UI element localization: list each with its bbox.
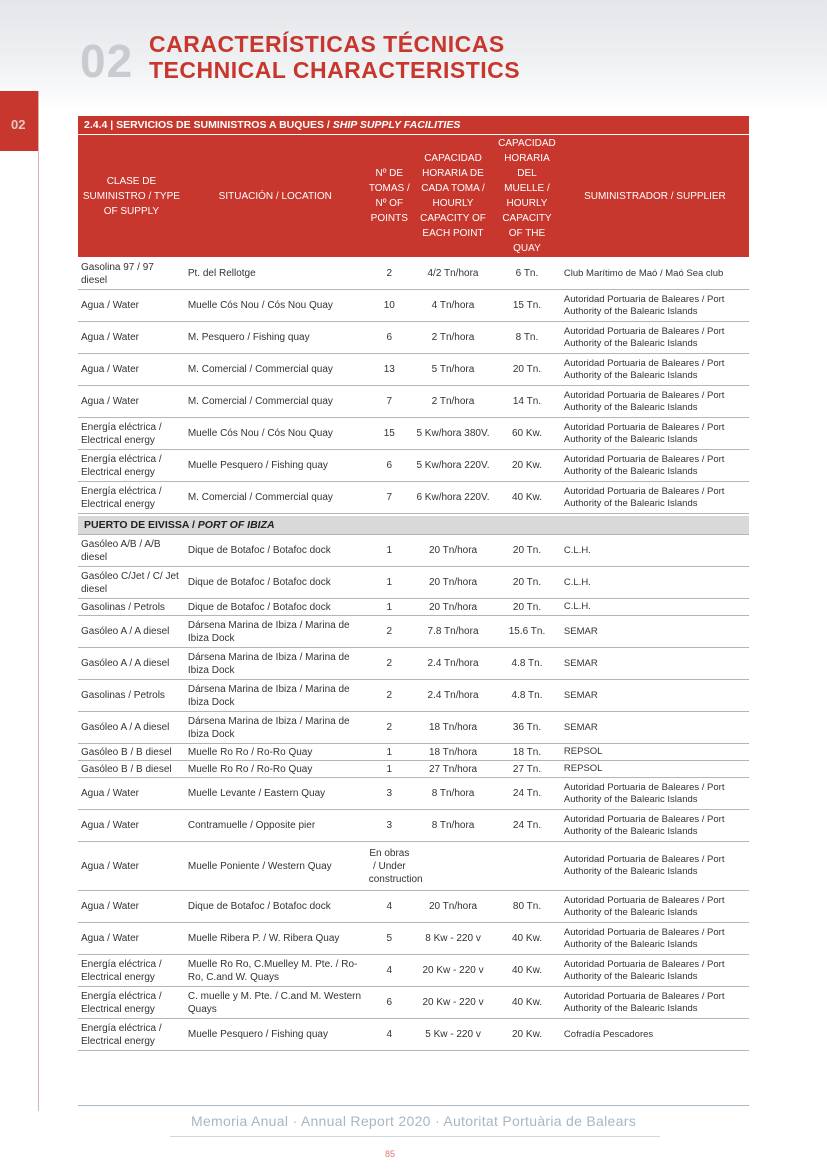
table-body-ibiza	[78, 535, 749, 1051]
cell-supplier: SEMAR	[561, 648, 749, 680]
cell-points: 7	[366, 386, 413, 418]
cell-supply-type: Gasóleo A / A diesel	[78, 616, 185, 648]
cell-location: Dársena Marina de Ibiza / Marina de Ibiza Dock	[185, 616, 366, 648]
cell-points: 1	[366, 599, 413, 616]
port-ibiza-title-en: PORT OF IBIZA	[197, 518, 275, 531]
cell-points: 2	[366, 712, 413, 744]
cell-each-capacity: 4/2 Tn/hora	[413, 258, 493, 290]
column-header-quay-capacity: CAPACIDAD HORARIA DEL MUELLE / HOURLY CAPACITY OF THE QUAY	[493, 135, 561, 258]
page-title-en: TECHNICAL CHARACTERISTICS	[149, 57, 521, 83]
cell-location: Dique de Botafoc / Botafoc dock	[185, 891, 366, 923]
cell-supplier: Autoridad Portuaria de Baleares / Port Authority of the Balearic Islands	[561, 290, 749, 322]
cell-supplier: Autoridad Portuaria de Baleares / Port Authority of the Balearic Islands	[561, 418, 749, 450]
table-row	[78, 810, 749, 842]
cell-quay-capacity: 4.8 Tn.	[493, 680, 561, 712]
table-row	[78, 955, 749, 987]
cell-supply-type: Energía eléctrica / Electrical energy	[78, 1019, 185, 1051]
cell-supply-type: Agua / Water	[78, 290, 185, 322]
cell-supplier: Autoridad Portuaria de Baleares / Port Authority of the Balearic Islands	[561, 482, 749, 514]
cell-supplier: C.L.H.	[561, 567, 749, 599]
cell-supply-type: Agua / Water	[78, 354, 185, 386]
chapter-side-tab-label: 02	[11, 117, 26, 132]
cell-each-capacity: 2 Tn/hora	[413, 322, 493, 354]
cell-supplier: Autoridad Portuaria de Baleares / Port Authority of the Balearic Islands	[561, 891, 749, 923]
cell-points: 1	[366, 744, 413, 761]
cell-quay-capacity: 20 Kw.	[493, 450, 561, 482]
port-ibiza-title-es: PUERTO DE EIVISSA /	[84, 518, 198, 531]
cell-supply-type: Gasolinas / Petrols	[78, 599, 185, 616]
cell-each-capacity: 7.8 Tn/hora	[413, 616, 493, 648]
page-title-es: CARACTERÍSTICAS TÉCNICAS	[149, 31, 505, 57]
table-row	[78, 599, 749, 616]
cell-supply-type: Energía eléctrica / Electrical energy	[78, 987, 185, 1019]
cell-supply-type: Gasóleo A / A diesel	[78, 648, 185, 680]
cell-supply-type: Energía eléctrica / Electrical energy	[78, 482, 185, 514]
cell-each-capacity: 2.4 Tn/hora	[413, 680, 493, 712]
cell-each-capacity: 4 Tn/hora	[413, 290, 493, 322]
cell-points: 10	[366, 290, 413, 322]
table-row	[78, 680, 749, 712]
cell-each-capacity: 20 Tn/hora	[413, 535, 493, 567]
table-row	[78, 761, 749, 778]
cell-points: 5	[366, 923, 413, 955]
cell-supply-type: Agua / Water	[78, 842, 185, 891]
table-row	[78, 450, 749, 482]
cell-supplier: Autoridad Portuaria de Baleares / Port Authority of the Balearic Islands	[561, 778, 749, 810]
cell-supplier: Autoridad Portuaria de Baleares / Port Authority of the Balearic Islands	[561, 322, 749, 354]
cell-points: 2	[366, 616, 413, 648]
cell-points: 3	[366, 778, 413, 810]
cell-location: M. Comercial / Commercial quay	[185, 482, 366, 514]
table-row	[78, 386, 749, 418]
cell-supply-type: Gasóleo C/Jet / C/ Jet diesel	[78, 567, 185, 599]
cell-location: Muelle Pesquero / Fishing quay	[185, 1019, 366, 1051]
cell-location: Muelle Pesquero / Fishing quay	[185, 450, 366, 482]
cell-location: Muelle Levante / Eastern Quay	[185, 778, 366, 810]
cell-supply-type: Gasolina 97 / 97 diesel	[78, 258, 185, 290]
column-header-points: Nº DE TOMAS / Nº OF POINTS	[366, 135, 413, 258]
table-row	[78, 535, 749, 567]
cell-points: 1	[366, 535, 413, 567]
cell-location: Muelle Ro Ro, C.Muelley M. Pte. / Ro-Ro, C.and W. Quays	[185, 955, 366, 987]
cell-each-capacity: 5 Kw/hora 380V.	[413, 418, 493, 450]
cell-quay-capacity: 20 Tn.	[493, 354, 561, 386]
cell-points: 6	[366, 987, 413, 1019]
footer-divider	[78, 1105, 749, 1106]
cell-supplier: Autoridad Portuaria de Baleares / Port Authority of the Balearic Islands	[561, 354, 749, 386]
cell-points: 4	[366, 891, 413, 923]
cell-location: Dique de Botafoc / Botafoc dock	[185, 567, 366, 599]
table-row	[78, 987, 749, 1019]
cell-each-capacity: 27 Tn/hora	[413, 761, 493, 778]
cell-supply-type: Agua / Water	[78, 891, 185, 923]
cell-location: C. muelle y M. Pte. / C.and M. Western Quays	[185, 987, 366, 1019]
cell-each-capacity: 20 Tn/hora	[413, 891, 493, 923]
cell-each-capacity: 18 Tn/hora	[413, 712, 493, 744]
cell-points: 1	[366, 567, 413, 599]
cell-supplier: REPSOL	[561, 761, 749, 778]
cell-supply-type: Gasolinas / Petrols	[78, 680, 185, 712]
cell-location: Muelle Ro Ro / Ro-Ro Quay	[185, 761, 366, 778]
cell-quay-capacity: 20 Tn.	[493, 599, 561, 616]
table-row	[78, 842, 749, 891]
cell-supply-type: Agua / Water	[78, 778, 185, 810]
cell-quay-capacity: 80 Tn.	[493, 891, 561, 923]
cell-each-capacity: 2 Tn/hora	[413, 386, 493, 418]
table-row	[78, 616, 749, 648]
cell-quay-capacity: 40 Kw.	[493, 923, 561, 955]
cell-each-capacity: 8 Tn/hora	[413, 810, 493, 842]
cell-points: 3	[366, 810, 413, 842]
cell-location: Contramuelle / Opposite pier	[185, 810, 366, 842]
cell-supply-type: Agua / Water	[78, 386, 185, 418]
cell-points: 13	[366, 354, 413, 386]
cell-each-capacity: 2.4 Tn/hora	[413, 648, 493, 680]
cell-points: 6	[366, 450, 413, 482]
column-header-each-capacity: CAPACIDAD HORARIA DE CADA TOMA / HOURLY CAPACITY OF EACH POINT	[413, 135, 493, 258]
cell-supply-type: Energía eléctrica / Electrical energy	[78, 450, 185, 482]
cell-quay-capacity: 20 Tn.	[493, 535, 561, 567]
cell-quay-capacity: 36 Tn.	[493, 712, 561, 744]
cell-quay-capacity: 27 Tn.	[493, 761, 561, 778]
cell-each-capacity: 20 Tn/hora	[413, 599, 493, 616]
cell-each-capacity: 5 Kw - 220 v	[413, 1019, 493, 1051]
cell-supplier: Autoridad Portuaria de Baleares / Port Authority of the Balearic Islands	[561, 955, 749, 987]
cell-supplier: Cofradía Pescadores	[561, 1019, 749, 1051]
cell-location: M. Pesquero / Fishing quay	[185, 322, 366, 354]
cell-points: 4	[366, 955, 413, 987]
cell-quay-capacity: 60 Kw.	[493, 418, 561, 450]
cell-each-capacity: 20 Tn/hora	[413, 567, 493, 599]
column-header-type: CLASE DE SUMINISTRO / TYPE OF SUPPLY	[78, 135, 185, 258]
chapter-side-tab	[0, 91, 38, 1091]
table-row	[78, 1019, 749, 1051]
table-row	[78, 354, 749, 386]
cell-quay-capacity: 20 Tn.	[493, 567, 561, 599]
table-row	[78, 923, 749, 955]
cell-location: Dársena Marina de Ibiza / Marina de Ibiza Dock	[185, 712, 366, 744]
table-row	[78, 778, 749, 810]
cell-supply-type: Agua / Water	[78, 810, 185, 842]
cell-location: Muelle Cós Nou / Cós Nou Quay	[185, 290, 366, 322]
port-ibiza-title	[78, 516, 749, 535]
table-row	[78, 258, 749, 290]
cell-each-capacity: 18 Tn/hora	[413, 744, 493, 761]
column-header-supplier: SUMINISTRADOR / SUPPLIER	[561, 135, 749, 258]
cell-supplier: Club Marítimo de Maó / Maó Sea club	[561, 258, 749, 290]
cell-each-capacity	[413, 842, 493, 891]
cell-supplier: REPSOL	[561, 744, 749, 761]
cell-supply-type: Energía eléctrica / Electrical energy	[78, 418, 185, 450]
page-number: 85	[384, 1149, 395, 1159]
cell-quay-capacity: 40 Kw.	[493, 955, 561, 987]
cell-each-capacity: 8 Tn/hora	[413, 778, 493, 810]
section-title-row	[78, 116, 749, 135]
table-row	[78, 482, 749, 514]
cell-location: Dársena Marina de Ibiza / Marina de Ibiza Dock	[185, 648, 366, 680]
port-ibiza-title-row	[78, 516, 749, 535]
cell-supplier: Autoridad Portuaria de Baleares / Port Authority of the Balearic Islands	[561, 450, 749, 482]
cell-each-capacity: 8 Kw - 220 v	[413, 923, 493, 955]
cell-points: 2	[366, 680, 413, 712]
section-title	[78, 116, 749, 135]
cell-supplier: SEMAR	[561, 616, 749, 648]
cell-points: 2	[366, 648, 413, 680]
cell-quay-capacity: 20 Kw.	[493, 1019, 561, 1051]
table-row	[78, 891, 749, 923]
cell-supplier: C.L.H.	[561, 535, 749, 567]
cell-supply-type: Gasóleo A/B / A/B diesel	[78, 535, 185, 567]
cell-quay-capacity: 24 Tn.	[493, 810, 561, 842]
cell-location: Dársena Marina de Ibiza / Marina de Ibiza Dock	[185, 680, 366, 712]
cell-supplier: Autoridad Portuaria de Baleares / Port Authority of the Balearic Islands	[561, 842, 749, 891]
chapter-number: 02	[80, 35, 134, 87]
cell-location: Muelle Ribera P. / W. Ribera Quay	[185, 923, 366, 955]
footer-text: Memoria Anual · Annual Report 2020 · Autoritat Portuària de Balears	[190, 1113, 636, 1129]
table-body-mao	[78, 258, 749, 514]
cell-points: 7	[366, 482, 413, 514]
cell-points: En obras / Under construction	[366, 842, 413, 891]
cell-location: Pt. del Rellotge	[185, 258, 366, 290]
cell-points: 6	[366, 322, 413, 354]
cell-supply-type: Agua / Water	[78, 923, 185, 955]
cell-each-capacity: 5 Kw/hora 220V.	[413, 450, 493, 482]
cell-quay-capacity: 14 Tn.	[493, 386, 561, 418]
cell-supplier: C.L.H.	[561, 599, 749, 616]
cell-location: Dique de Botafoc / Botafoc dock	[185, 535, 366, 567]
cell-location: Muelle Ro Ro / Ro-Ro Quay	[185, 744, 366, 761]
cell-supplier: Autoridad Portuaria de Baleares / Port Authority of the Balearic Islands	[561, 987, 749, 1019]
supply-table-ibiza	[78, 516, 749, 1051]
column-header-row	[78, 135, 749, 258]
cell-supply-type: Gasóleo B / B diesel	[78, 744, 185, 761]
cell-quay-capacity: 6 Tn.	[493, 258, 561, 290]
cell-location: M. Comercial / Commercial quay	[185, 386, 366, 418]
cell-supply-type: Energía eléctrica / Electrical energy	[78, 955, 185, 987]
section-title-en: SHIP SUPPLY FACILITIES	[332, 118, 461, 131]
cell-quay-capacity: 15.6 Tn.	[493, 616, 561, 648]
cell-quay-capacity	[493, 842, 561, 891]
table-row	[78, 712, 749, 744]
footer-underline	[170, 1136, 660, 1137]
cell-each-capacity: 20 Kw - 220 v	[413, 987, 493, 1019]
cell-supplier: Autoridad Portuaria de Baleares / Port Authority of the Balearic Islands	[561, 923, 749, 955]
cell-points: 1	[366, 761, 413, 778]
cell-location: Muelle Poniente / Western Quay	[185, 842, 366, 891]
cell-quay-capacity: 4.8 Tn.	[493, 648, 561, 680]
cell-supply-type: Gasóleo B / B diesel	[78, 761, 185, 778]
cell-quay-capacity: 24 Tn.	[493, 778, 561, 810]
cell-points: 15	[366, 418, 413, 450]
supply-table-mao	[78, 116, 749, 514]
table-row	[78, 322, 749, 354]
table-row	[78, 290, 749, 322]
column-header-location: SITUACIÓN / LOCATION	[185, 135, 366, 258]
cell-supplier: SEMAR	[561, 712, 749, 744]
table-row	[78, 567, 749, 599]
cell-location: Muelle Cós Nou / Cós Nou Quay	[185, 418, 366, 450]
cell-quay-capacity: 40 Kw.	[493, 482, 561, 514]
cell-each-capacity: 20 Kw - 220 v	[413, 955, 493, 987]
cell-quay-capacity: 8 Tn.	[493, 322, 561, 354]
cell-quay-capacity: 15 Tn.	[493, 290, 561, 322]
cell-points: 2	[366, 258, 413, 290]
table-row	[78, 648, 749, 680]
cell-supplier: SEMAR	[561, 680, 749, 712]
cell-quay-capacity: 40 Kw.	[493, 987, 561, 1019]
section-title-es: 2.4.4 | SERVICIOS DE SUMINISTROS A BUQUES /	[84, 118, 333, 131]
side-divider	[38, 91, 39, 1111]
cell-supply-type: Agua / Water	[78, 322, 185, 354]
table-row	[78, 418, 749, 450]
table-row	[78, 744, 749, 761]
cell-each-capacity: 6 Kw/hora 220V.	[413, 482, 493, 514]
cell-quay-capacity: 18 Tn.	[493, 744, 561, 761]
cell-each-capacity: 5 Tn/hora	[413, 354, 493, 386]
cell-supplier: Autoridad Portuaria de Baleares / Port Authority of the Balearic Islands	[561, 810, 749, 842]
cell-supplier: Autoridad Portuaria de Baleares / Port Authority of the Balearic Islands	[561, 386, 749, 418]
cell-location: M. Comercial / Commercial quay	[185, 354, 366, 386]
cell-points: 4	[366, 1019, 413, 1051]
cell-supply-type: Gasóleo A / A diesel	[78, 712, 185, 744]
cell-location: Dique de Botafoc / Botafoc dock	[185, 599, 366, 616]
